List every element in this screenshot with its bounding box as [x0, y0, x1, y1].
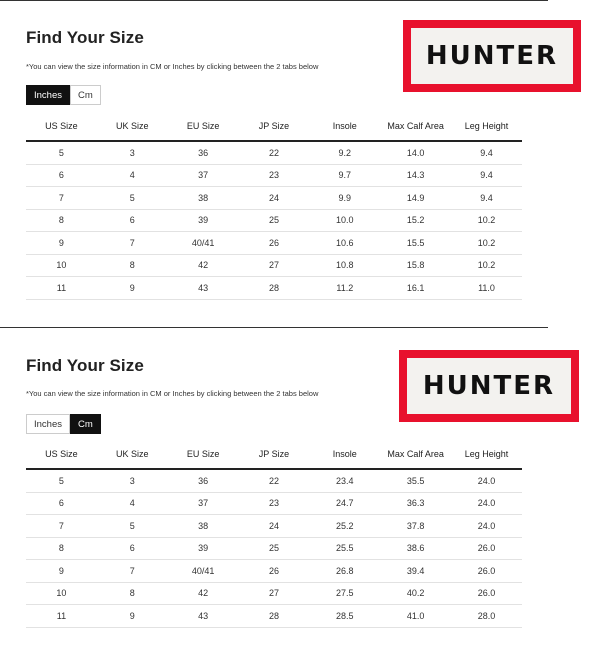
- divider: [0, 327, 548, 328]
- table-cell: 24.7: [309, 492, 380, 515]
- logo-text: HUNTER: [425, 41, 559, 71]
- table-cell: 43: [168, 277, 239, 300]
- table-row: [26, 232, 522, 255]
- table-header-row: [26, 440, 522, 469]
- table-cell: 9.7: [309, 164, 380, 187]
- table-cell: 41.0: [380, 605, 451, 628]
- table-cell: 4: [97, 164, 168, 187]
- table-cell: 36: [168, 141, 239, 164]
- table-cell: 40.2: [380, 582, 451, 605]
- column-header: EU Size: [168, 440, 239, 469]
- table-cell: 38: [168, 187, 239, 210]
- table-cell: 10: [26, 582, 97, 605]
- column-header: Insole: [309, 440, 380, 469]
- table-cell: 7: [97, 560, 168, 583]
- page-title: Find Your Size: [26, 28, 144, 47]
- table-cell: 6: [26, 164, 97, 187]
- divider: [0, 0, 548, 1]
- table-cell: 6: [97, 209, 168, 232]
- table-cell: 3: [97, 469, 168, 492]
- table-cell: 7: [26, 515, 97, 538]
- column-header: JP Size: [239, 440, 310, 469]
- table-row: [26, 141, 522, 164]
- table-cell: 4: [97, 492, 168, 515]
- table-row: [26, 187, 522, 210]
- table-cell: 3: [97, 141, 168, 164]
- table-cell: 28: [239, 277, 310, 300]
- table-cell: 24.0: [451, 469, 522, 492]
- table-cell: 9.4: [451, 187, 522, 210]
- table-cell: 38: [168, 515, 239, 538]
- table-cell: 26.0: [451, 582, 522, 605]
- table-cell: 10.2: [451, 254, 522, 277]
- table-cell: 25.5: [309, 537, 380, 560]
- tab-cm[interactable]: Cm: [70, 85, 101, 105]
- table-cell: 24: [239, 515, 310, 538]
- table-cell: 24.0: [451, 492, 522, 515]
- column-header: US Size: [26, 440, 97, 469]
- table-cell: 28.0: [451, 605, 522, 628]
- table-cell: 37: [168, 492, 239, 515]
- table-cell: 11: [26, 277, 97, 300]
- table-cell: 5: [97, 187, 168, 210]
- table-cell: 28.5: [309, 605, 380, 628]
- table-row: [26, 254, 522, 277]
- table-row: [26, 469, 522, 492]
- size-guide-panel-cm: [0, 330, 610, 645]
- tab-inches[interactable]: Inches: [26, 414, 70, 434]
- table-cell: 5: [26, 141, 97, 164]
- column-header: Insole: [309, 112, 380, 141]
- table-cell: 25.2: [309, 515, 380, 538]
- column-header: US Size: [26, 112, 97, 141]
- table-cell: 10.0: [309, 209, 380, 232]
- table-cell: 10.2: [451, 209, 522, 232]
- table-cell: 14.0: [380, 141, 451, 164]
- column-header: JP Size: [239, 112, 310, 141]
- table-cell: 5: [97, 515, 168, 538]
- table-cell: 8: [97, 582, 168, 605]
- size-info-note: *You can view the size information in CM or Inches by clicking between the 2 tabs below: [26, 389, 319, 398]
- table-cell: 40/41: [168, 232, 239, 255]
- table-cell: 23: [239, 164, 310, 187]
- column-header: Leg Height: [451, 440, 522, 469]
- table-cell: 39: [168, 537, 239, 560]
- table-cell: 14.3: [380, 164, 451, 187]
- table-cell: 10: [26, 254, 97, 277]
- table-cell: 10.2: [451, 232, 522, 255]
- table-cell: 16.1: [380, 277, 451, 300]
- table-cell: 35.5: [380, 469, 451, 492]
- table-cell: 9.9: [309, 187, 380, 210]
- size-table: [26, 440, 522, 628]
- table-cell: 26.0: [451, 560, 522, 583]
- table-cell: 10.6: [309, 232, 380, 255]
- table-cell: 42: [168, 582, 239, 605]
- table-row: [26, 560, 522, 583]
- table-cell: 40/41: [168, 560, 239, 583]
- hunter-logo: [399, 350, 579, 422]
- table-cell: 9: [97, 277, 168, 300]
- hunter-logo: [403, 20, 581, 92]
- table-cell: 6: [26, 492, 97, 515]
- table-header-row: [26, 112, 522, 141]
- table-cell: 26.8: [309, 560, 380, 583]
- table-cell: 9: [26, 560, 97, 583]
- table-cell: 37.8: [380, 515, 451, 538]
- table-cell: 39: [168, 209, 239, 232]
- column-header: UK Size: [97, 112, 168, 141]
- table-cell: 15.2: [380, 209, 451, 232]
- table-cell: 15.8: [380, 254, 451, 277]
- column-header: Max Calf Area: [380, 440, 451, 469]
- table-cell: 22: [239, 469, 310, 492]
- unit-tabs: [26, 414, 101, 434]
- table-cell: 9.4: [451, 141, 522, 164]
- table-cell: 38.6: [380, 537, 451, 560]
- table-cell: 9.4: [451, 164, 522, 187]
- size-table: [26, 112, 522, 300]
- table-cell: 24: [239, 187, 310, 210]
- table-cell: 26: [239, 232, 310, 255]
- column-header: EU Size: [168, 112, 239, 141]
- table-cell: 10.8: [309, 254, 380, 277]
- table-cell: 8: [97, 254, 168, 277]
- table-row: [26, 492, 522, 515]
- tab-cm[interactable]: Cm: [70, 414, 101, 434]
- table-cell: 36: [168, 469, 239, 492]
- table-cell: 9: [97, 605, 168, 628]
- table-cell: 27: [239, 582, 310, 605]
- unit-tabs: [26, 85, 101, 105]
- table-cell: 27: [239, 254, 310, 277]
- table-cell: 39.4: [380, 560, 451, 583]
- table-cell: 8: [26, 537, 97, 560]
- table-cell: 5: [26, 469, 97, 492]
- column-header: Max Calf Area: [380, 112, 451, 141]
- table-cell: 23: [239, 492, 310, 515]
- size-info-note: *You can view the size information in CM or Inches by clicking between the 2 tabs below: [26, 62, 319, 71]
- logo-text: HUNTER: [422, 371, 556, 401]
- table-cell: 7: [97, 232, 168, 255]
- table-cell: 43: [168, 605, 239, 628]
- table-row: [26, 277, 522, 300]
- table-cell: 25: [239, 537, 310, 560]
- table-cell: 26: [239, 560, 310, 583]
- column-header: Leg Height: [451, 112, 522, 141]
- table-cell: 27.5: [309, 582, 380, 605]
- table-cell: 6: [97, 537, 168, 560]
- table-cell: 28: [239, 605, 310, 628]
- table-cell: 8: [26, 209, 97, 232]
- table-cell: 14.9: [380, 187, 451, 210]
- table-row: [26, 515, 522, 538]
- table-cell: 25: [239, 209, 310, 232]
- column-header: UK Size: [97, 440, 168, 469]
- table-cell: 9.2: [309, 141, 380, 164]
- table-cell: 23.4: [309, 469, 380, 492]
- table-cell: 11.0: [451, 277, 522, 300]
- table-row: [26, 209, 522, 232]
- table-row: [26, 605, 522, 628]
- table-cell: 36.3: [380, 492, 451, 515]
- table-cell: 7: [26, 187, 97, 210]
- table-cell: 37: [168, 164, 239, 187]
- page-title: Find Your Size: [26, 356, 144, 375]
- table-cell: 26.0: [451, 537, 522, 560]
- table-row: [26, 164, 522, 187]
- table-row: [26, 582, 522, 605]
- table-cell: 22: [239, 141, 310, 164]
- table-row: [26, 537, 522, 560]
- table-cell: 9: [26, 232, 97, 255]
- table-cell: 11.2: [309, 277, 380, 300]
- table-cell: 11: [26, 605, 97, 628]
- table-cell: 24.0: [451, 515, 522, 538]
- tab-inches[interactable]: Inches: [26, 85, 70, 105]
- table-cell: 15.5: [380, 232, 451, 255]
- table-cell: 42: [168, 254, 239, 277]
